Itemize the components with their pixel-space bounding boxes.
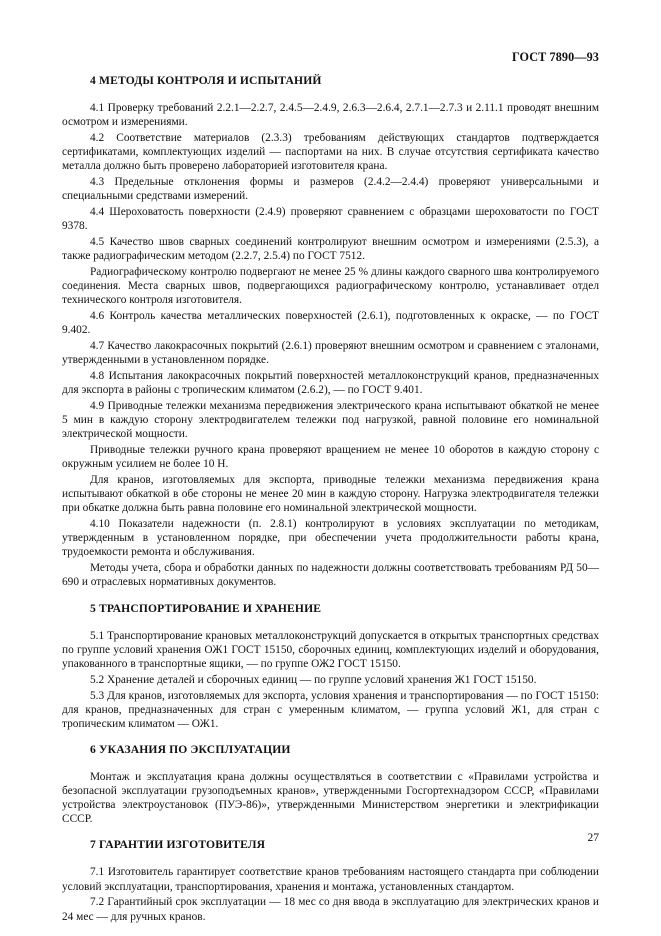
section-5-transport-storage	[62, 602, 599, 731]
paragraph: 5.1 Транспортирование крановых металлоконструкций допускается в открытых транспортных средствах по группе условий хранения ОЖ1 ГОСТ 15150, сборочных единиц, комплектующих изделий и оборудования, упакованного в транспортные ящики, — по группе ОЖ2 ГОСТ 15150.	[62, 629, 599, 670]
paragraph: Монтаж и эксплуатация крана должны осуществляться в соответствии с «Правилами устройства и безопасной эксплуатации грузоподъемных кранов», утвержденными Госгортехнадзором СССР, «Правилами устройства электроустановок (ПУЭ-86)», утвержденными Министерством энергетики и электрификации СССР.	[62, 770, 599, 826]
section-heading: 5 ТРАНСПОРТИРОВАНИЕ И ХРАНЕНИЕ	[90, 601, 322, 615]
paragraph: 4.2 Соответствие материалов (2.3.3) требованиям действующих стандартов подтверждается сертификатами, комплектующих изделий — паспортами на них. В случае отсутствия сертификата качество металла должно быть проверено лабораторией изготовителя крана.	[62, 132, 599, 173]
section-heading: 6 УКАЗАНИЯ ПО ЭКСПЛУАТАЦИИ	[90, 742, 291, 756]
paragraph: Для кранов, изготовляемых для экспорта, приводные тележки механизма передвижения крана испытывают обкаткой в обе стороны не менее 20 мин в каждую сторону. Нагрузка электродвигателя тележки при обкатке должна быть равна половине его номинальной электрической мощности.	[62, 474, 599, 515]
section-heading: 7 ГАРАНТИИ ИЗГОТОВИТЕЛЯ	[90, 838, 266, 852]
paragraph: 4.3 Предельные отклонения формы и размеров (2.4.2—2.4.4) проверяют универсальными и специальными средствами измерений.	[62, 176, 599, 203]
page-number: 27	[587, 832, 599, 844]
page-header-standard: ГОСТ 7890—93	[511, 50, 599, 64]
paragraph: 7.2 Гарантийный срок эксплуатации — 18 мес со дня ввода в эксплуатацию для электрических кранов и 24 мес — для ручных кранов.	[62, 896, 599, 923]
section-heading: 4 МЕТОДЫ КОНТРОЛЯ И ИСПЫТАНИЙ	[90, 74, 322, 87]
section-6-operation-instructions	[62, 743, 599, 826]
paragraph: 5.3 Для кранов, изготовляемых для экспорта, условия хранения и транспортирования — по ГОСТ 15150: для кранов, предназначенных для стран с умеренным климатом, — группа условий Ж1, для стран с тропическим климатом — ОЖ1.	[62, 689, 599, 730]
paragraph: Приводные тележки ручного крана проверяют вращением не менее 10 оборотов в каждую сторону с окружным усилием не более 10 Н.	[62, 444, 599, 471]
document-body	[62, 74, 599, 936]
paragraph: Радиографическому контролю подвергают не менее 25 % длины каждого сварного шва контролируемого соединения. Места сварных швов, подвергающихся радиографическому контролю, устанавливает отдел технического контроля изготовителя.	[62, 266, 599, 307]
paragraph: Методы учета, сбора и обработки данных по надежности должны соответствовать требованиям РД 50—690 и отраслевых нормативных документов.	[62, 562, 599, 589]
section-7-manufacturer-warranty	[62, 838, 599, 923]
paragraph: 4.6 Контроль качества металлических поверхностей (2.6.1), подготовленных к окраске, — по ГОСТ 9.402.	[62, 310, 599, 337]
paragraph: 4.5 Качество швов сварных соединений контролируют внешним осмотром и измерениями (2.5.3), а также радиографическим методом (2.2.7, 2.5.4) по ГОСТ 7512.	[62, 236, 599, 263]
paragraph: 4.8 Испытания лакокрасочных покрытий поверхностей металлоконструкций кранов, предназначенных для экспорта в районы с тропическим климатом (2.6.2), — по ГОСТ 9.401.	[62, 370, 599, 397]
paragraph: 5.2 Хранение деталей и сборочных единиц — по группе условий хранения Ж1 ГОСТ 15150.	[90, 673, 537, 686]
paragraph: 4.9 Приводные тележки механизма передвижения электрического крана испытывают обкаткой не менее 5 мин в каждую сторону электродвигателем тележки под нагрузкой, равной половине его номинальной электрической мощности.	[62, 400, 599, 441]
paragraph: 4.10 Показатели надежности (п. 2.8.1) контролируют в условиях эксплуатации по методикам, утвержденным в установленном порядке, при обеспечении учета продолжительности работы крана, трудоемкости ремонта и обслуживания.	[62, 518, 599, 559]
paragraph: 4.4 Шероховатость поверхности (2.4.9) проверяют сравнением с образцами шероховатости по ГОСТ 9378.	[62, 206, 599, 233]
paragraph: 4.7 Качество лакокрасочных покрытий (2.6.1) проверяют внешним осмотром и сравнением с эталонами, утвержденными в установленном порядке.	[62, 340, 599, 367]
section-4-testing-methods	[62, 74, 599, 590]
paragraph: 4.1 Проверку требований 2.2.1—2.2.7, 2.4.5—2.4.9, 2.6.3—2.6.4, 2.7.1—2.7.3 и 2.11.1 проводят внешним осмотром и измерениями.	[62, 102, 599, 129]
paragraph: 7.1 Изготовитель гарантирует соответствие кранов требованиям настоящего стандарта при соблюдении условий эксплуатации, транспортирования, хранения и монтажа, установленных стандартом.	[62, 866, 599, 893]
